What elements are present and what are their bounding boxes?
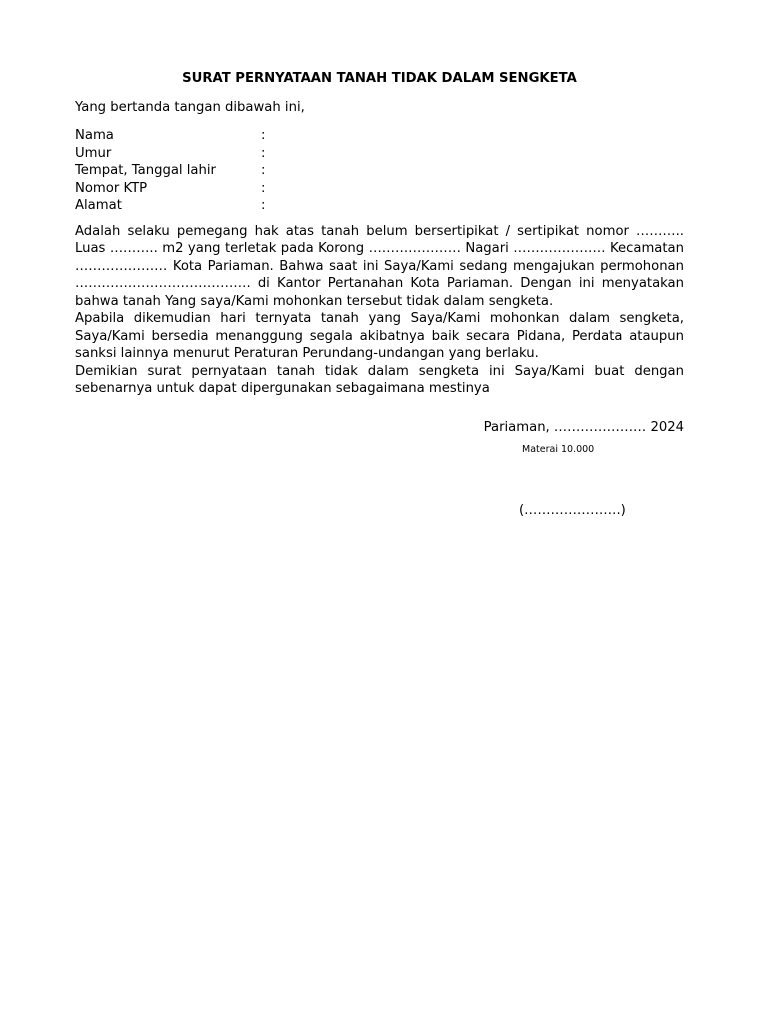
field-colon: : (261, 163, 266, 178)
place-date: Pariaman, ………………… 2024 (483, 419, 684, 435)
paragraph-liability: Apabila dikemudian hari ternyata tanah yang Saya/Kami mohonkan dalam sengketa, Saya/Kami bersedia menanggung segala akibatnya baik secara Pidana, Perdata ataupun sanksi lainnya menurut Peraturan Perundang-undangan yang berlaku. (75, 311, 684, 361)
field-label-alamat: Alamat (75, 198, 122, 213)
document-body (75, 70, 684, 520)
identity-fields (75, 127, 684, 215)
document-title: SURAT PERNYATAAN TANAH TIDAK DALAM SENGKETA (182, 71, 577, 86)
intro-text: Yang bertanda tangan dibawah ini, (75, 99, 305, 115)
paragraph-closing: Demikian surat pernyataan tanah tidak dalam sengketa ini Saya/Kami buat dengan sebenarnya untuk dapat dipergunakan sebagaimana mestinya (75, 363, 684, 396)
field-colon: : (261, 198, 266, 213)
field-row-nomor-ktp (75, 180, 684, 198)
field-label-nama: Nama (75, 128, 114, 143)
field-label-nomor-ktp: Nomor KTP (75, 180, 148, 196)
field-colon: : (261, 145, 266, 161)
field-label-umur: Umur (75, 145, 112, 161)
field-colon: : (261, 180, 266, 196)
field-row-tempat-tanggal-lahir (75, 162, 684, 180)
signature-placeholder: (………………….) (519, 503, 626, 518)
paragraph-statement: Adalah selaku pemegang hak atas tanah belum bersertipikat / sertipikat nomor ……….. Luas ……….. m2 yang terletak pada Korong ………………… Nagari ………………… Kecamatan ………………… Kota Pariaman. Bahwa saat ini Saya/Kami sedang mengajukan permohonan …………………………………. di Kantor Pertanahan Kota Pariaman. Dengan ini menyatakan bahwa tanah Yang saya/Kami mohonkan tersebut tidak dalam sengketa. (75, 223, 684, 309)
field-row-nama (75, 127, 684, 145)
field-row-umur (75, 145, 684, 163)
stamp-label: Materai 10.000 (522, 444, 595, 455)
field-colon: : (261, 128, 266, 143)
field-label-tempat-tanggal-lahir: Tempat, Tanggal lahir (75, 163, 216, 178)
field-row-alamat (75, 197, 684, 215)
